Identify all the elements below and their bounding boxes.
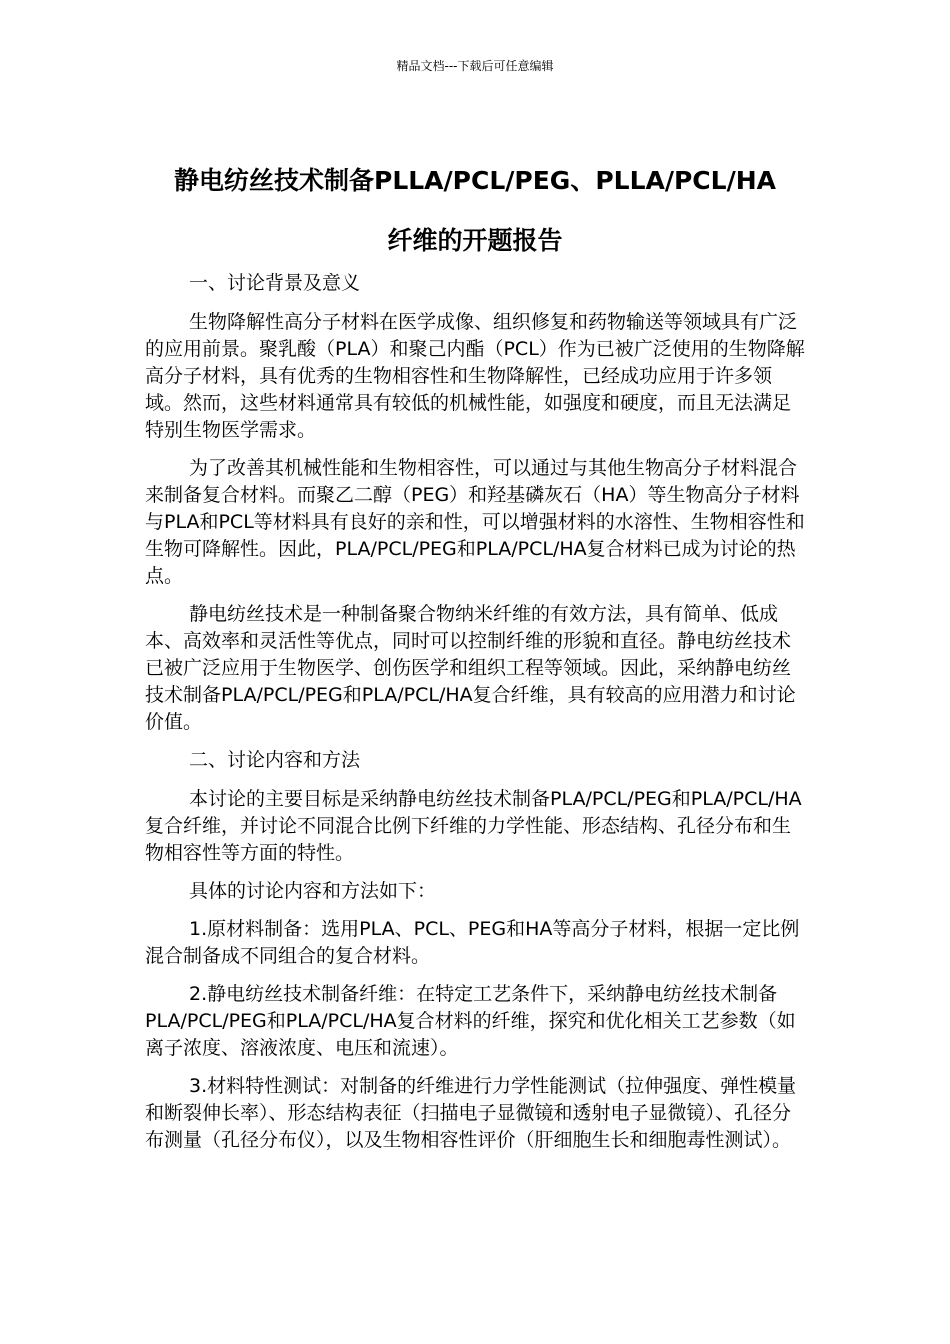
list-item: 2.静电纺丝技术制备纤维：在特定工艺条件下，采纳静电纺丝技术制备PLA/PCL/PEG和PLA/PCL/HA复合材料的纤维，探究和优化相关工艺参数（如离子浓度、溶液浓度、电压和流速）。 [145, 983, 796, 1059]
paragraph: 生物降解性高分子材料在医学成像、组织修复和药物输送等领域具有广泛的应用前景。聚乳酸（PLA）和聚己内酯（PCL）作为已被广泛使用的生物降解高分子材料，具有优秀的生物相容性和生物降解性，已经成功应用于许多领域。然而，这些材料通常具有较低的机械性能，如强度和硬度，而且无法满足特别生物医学需求。 [145, 311, 805, 441]
paragraph: 静电纺丝技术是一种制备聚合物纳米纤维的有效方法，具有简单、低成本、高效率和灵活性等优点，同时可以控制纤维的形貌和直径。静电纺丝技术已被广泛应用于生物医学、创伤医学和组织工程等领域。因此，采纳静电纺丝技术制备PLA/PCL/PEG和PLA/PCL/HA复合纤维，具有较高的应用潜力和讨论价值。 [145, 603, 796, 733]
paragraph: 为了改善其机械性能和生物相容性，可以通过与其他生物高分子材料混合来制备复合材料。而聚乙二醇（PEG）和羟基磷灰石（HA）等生物高分子材料与PLA和PCL等材料具有良好的亲和性，可以增强材料的水溶性、生物相容性和生物可降解性。因此，PLA/PCL/PEG和PLA/PCL/HA复合材料已成为讨论的热点。 [145, 457, 805, 587]
list-item: 1.原材料制备：选用PLA、PCL、PEG和HA等高分子材料，根据一定比例混合制备成不同组合的复合材料。 [145, 918, 800, 967]
page-header: 精品文档---下载后可任意编辑 [396, 59, 554, 73]
list-item: 3.材料特性测试：对制备的纤维进行力学性能测试（拉伸强度、弹性模量和断裂伸长率）、形态结构表征（扫描电子显微镜和透射电子显微镜）、孔径分布测量（孔径分布仪），以及生物相容性评价（肝细胞生长和细胞毒性测试）。 [145, 1075, 797, 1151]
paragraph: 本讨论的主要目标是采纳静电纺丝技术制备PLA/PCL/PEG和PLA/PCL/HA复合纤维，并讨论不同混合比例下纤维的力学性能、形态结构、孔径分布和生物相容性等方面的特性。 [145, 788, 802, 864]
section-heading: 二、讨论内容和方法 [189, 749, 361, 771]
paragraph: 具体的讨论内容和方法如下： [189, 880, 437, 902]
document-body [145, 270, 807, 1165]
document-title [120, 151, 830, 271]
section-heading: 一、讨论背景及意义 [189, 272, 361, 294]
title-line-2: 纤维的开题报告 [387, 225, 563, 255]
title-line-1: 静电纺丝技术制备PLLA/PCL/PEG、PLLA/PCL/HA [174, 165, 776, 195]
